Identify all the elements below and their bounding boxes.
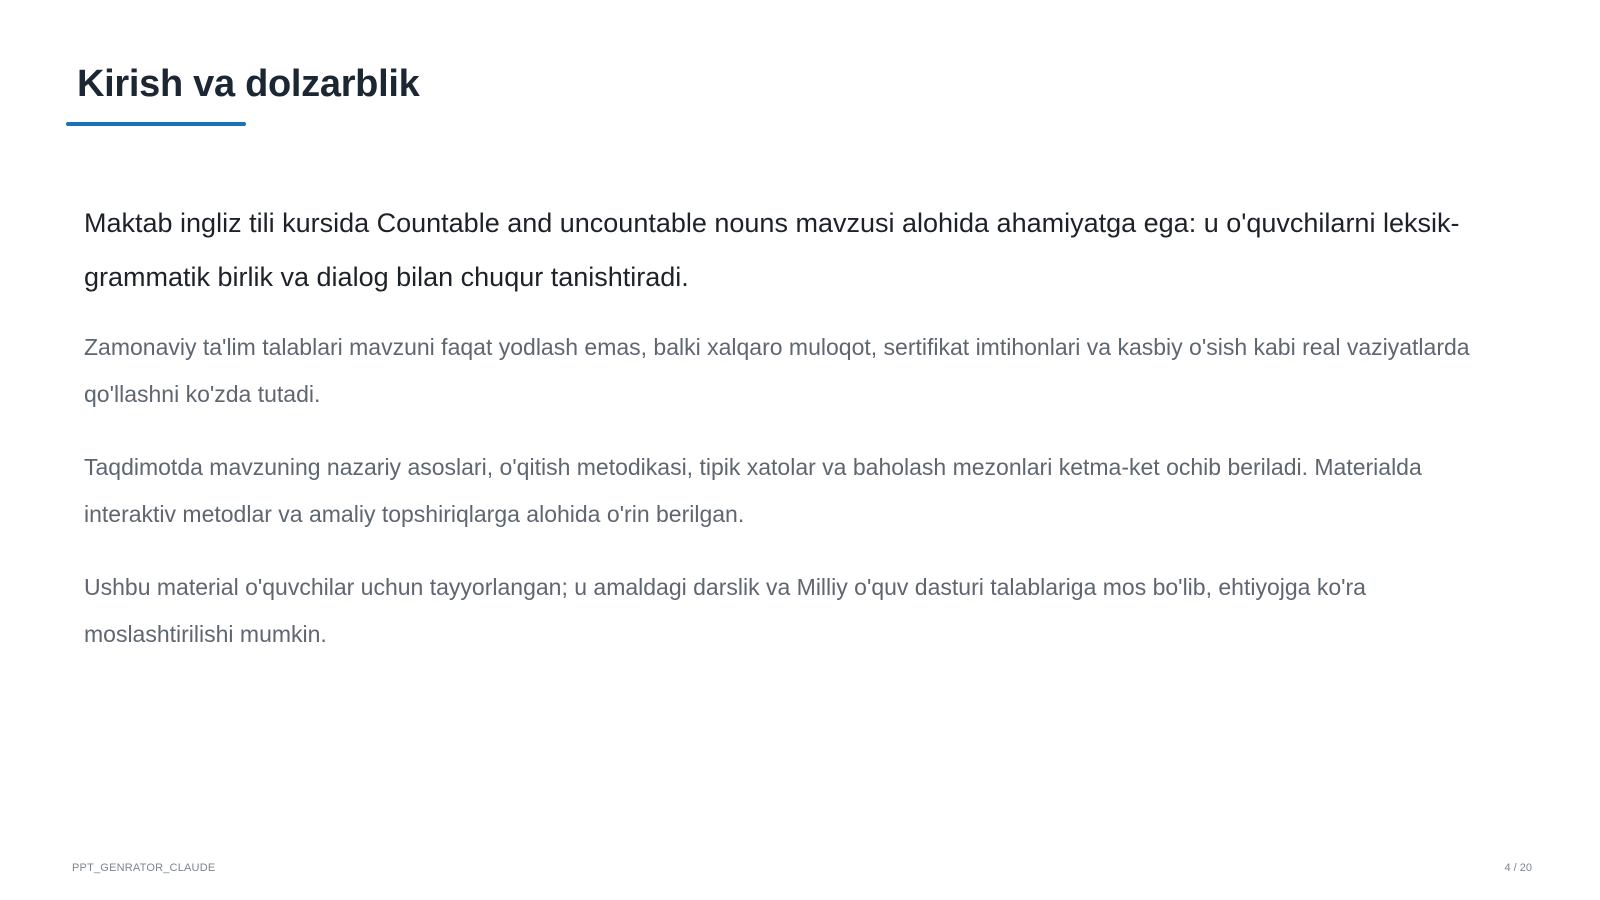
slide-title: Kirish va dolzarblik <box>77 63 420 105</box>
lead-paragraph: Maktab ingliz tili kursida Countable and uncountable nouns mavzusi alohida ahamiyatga ega: u o'quvchilarni leksik-grammatik birlik va dialog bilan chuqur tanishtiradi. <box>84 208 1460 292</box>
body-paragraph-1: Zamonaviy ta'lim talablari mavzuni faqat yodlash emas, balki xalqaro muloqot, sertifikat imtihonlari va kasbiy o'sish kabi real vaziyatlarda qo'llashni ko'zda tutadi. <box>84 334 1470 407</box>
slide-content <box>84 196 1504 684</box>
body-paragraph-3: Ushbu material o'quvchilar uchun tayyorlangan; u amaldagi darslik va Milliy o'quv dasturi talablariga mos bo'lib, ehtiyojga ko'ra moslashtirilishi mumkin. <box>84 574 1366 647</box>
body-paragraph-2: Taqdimotda mavzuning nazariy asoslari, o'qitish metodikasi, tipik xatolar va baholash mezonlari ketma-ket ochib beriladi. Materialda interaktiv metodlar va amaliy topshiriqlarga alohida o'rin berilgan. <box>84 454 1422 527</box>
footer-brand: PPT_GENRATOR_CLAUDE <box>72 862 216 874</box>
page-number: 4 / 20 <box>1504 862 1532 874</box>
title-underline <box>66 122 246 126</box>
